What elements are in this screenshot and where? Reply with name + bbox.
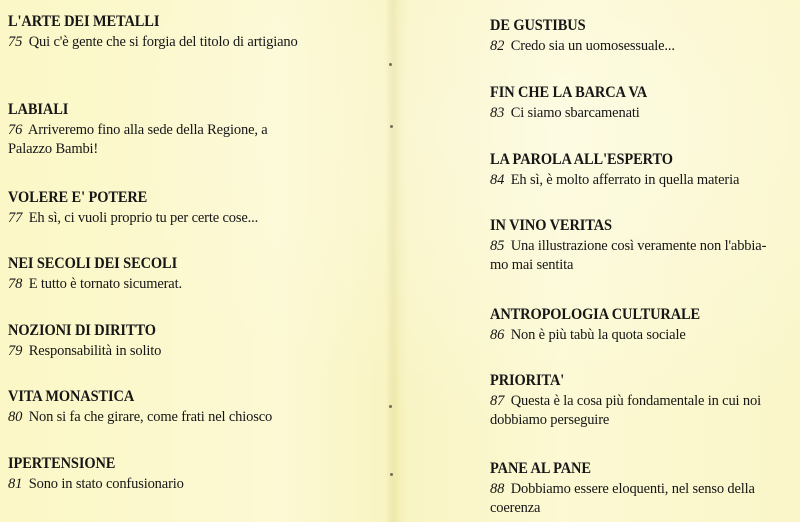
entry-86 — [490, 305, 795, 345]
entry-number: 75 — [8, 34, 23, 50]
entry-text: Arriveremo fino alla sede della Regione, a Palazzo Bambi! — [8, 122, 268, 157]
entry-number: 84 — [490, 172, 505, 188]
entry-body — [490, 37, 795, 56]
entry-number: 81 — [8, 476, 23, 492]
entry-title: IPERTENSIONE — [8, 455, 116, 472]
center-fold — [386, 0, 400, 522]
entry-83 — [490, 83, 795, 123]
entry-title: LABIALI — [8, 101, 69, 118]
entry-text: Non si fa che girare, come frati nel chiosco — [28, 409, 273, 425]
entry-title: PANE AL PANE — [490, 460, 591, 477]
entry-number: 86 — [490, 327, 505, 343]
entry-82 — [490, 16, 795, 56]
entry-85 — [490, 216, 795, 275]
entry-79 — [8, 321, 378, 361]
entry-text: Qui c'è gente che si forgia del titolo di artigiano — [28, 34, 298, 50]
fold-mark — [389, 405, 392, 408]
entry-body — [8, 475, 378, 494]
entry-number: 82 — [490, 38, 505, 54]
entry-text: Una illustrazione così veramente non l'abbia-mo mai sentita — [490, 238, 767, 273]
entry-title: L'ARTE DEI METALLI — [8, 13, 160, 30]
entry-text: Ci siamo sbarcamenati — [510, 105, 640, 121]
entry-number: 80 — [8, 409, 23, 425]
entry-text: Credo sia un uomosessuale... — [510, 38, 675, 54]
entry-body — [8, 121, 308, 159]
entry-text: Dobbiamo essere eloquenti, nel senso della coerenza — [490, 481, 755, 516]
entry-84 — [490, 150, 795, 190]
entry-title: VITA MONASTICA — [8, 388, 135, 405]
entry-body — [490, 171, 795, 190]
entry-title: NEI SECOLI DEI SECOLI — [8, 255, 178, 272]
entry-body — [8, 33, 308, 52]
entry-number: 76 — [8, 122, 23, 138]
entry-body — [8, 408, 378, 427]
fold-mark — [390, 125, 393, 128]
entry-78 — [8, 254, 378, 294]
entry-text: Responsabilità in solito — [28, 343, 162, 359]
entry-body — [8, 209, 378, 228]
entry-title: PRIORITA' — [490, 372, 565, 389]
entry-title: IN VINO VERITAS — [490, 217, 612, 234]
entry-number: 77 — [8, 210, 23, 226]
entry-75 — [8, 12, 378, 52]
entry-body — [490, 392, 790, 430]
entry-81 — [8, 454, 378, 494]
entry-number: 78 — [8, 276, 23, 292]
entry-87 — [490, 371, 795, 430]
entry-88 — [490, 459, 795, 518]
entry-body — [490, 237, 780, 275]
entry-body — [490, 326, 795, 345]
entry-body — [490, 480, 790, 518]
fold-mark — [389, 63, 392, 66]
entry-text: Eh sì, è molto afferrato in quella materia — [510, 172, 740, 188]
entry-number: 85 — [490, 238, 505, 254]
entry-title: NOZIONI DI DIRITTO — [8, 322, 156, 339]
entry-number: 87 — [490, 393, 505, 409]
entry-text: Questa è la cosa più fondamentale in cui noi dobbiamo perseguire — [490, 393, 761, 428]
fold-mark — [390, 473, 393, 476]
entry-body — [8, 275, 378, 294]
entry-80 — [8, 387, 378, 427]
entry-number: 79 — [8, 343, 23, 359]
entry-text: Sono in stato confusionario — [28, 476, 184, 492]
entry-title: FIN CHE LA BARCA VA — [490, 84, 648, 101]
entry-text: Non è più tabù la quota sociale — [510, 327, 686, 343]
entry-title: DE GUSTIBUS — [490, 17, 586, 34]
entry-number: 83 — [490, 105, 505, 121]
entry-title: ANTROPOLOGIA CULTURALE — [490, 306, 701, 323]
entry-title: LA PAROLA ALL'ESPERTO — [490, 151, 673, 168]
entry-text: E tutto è tornato sicumerat. — [28, 276, 182, 292]
entry-77 — [8, 188, 378, 228]
entry-body — [490, 104, 795, 123]
entry-76 — [8, 100, 378, 159]
entry-text: Eh sì, ci vuoli proprio tu per certe cose... — [28, 210, 259, 226]
entry-title: VOLERE E' POTERE — [8, 189, 148, 206]
entry-body — [8, 342, 378, 361]
entry-number: 88 — [490, 481, 505, 497]
